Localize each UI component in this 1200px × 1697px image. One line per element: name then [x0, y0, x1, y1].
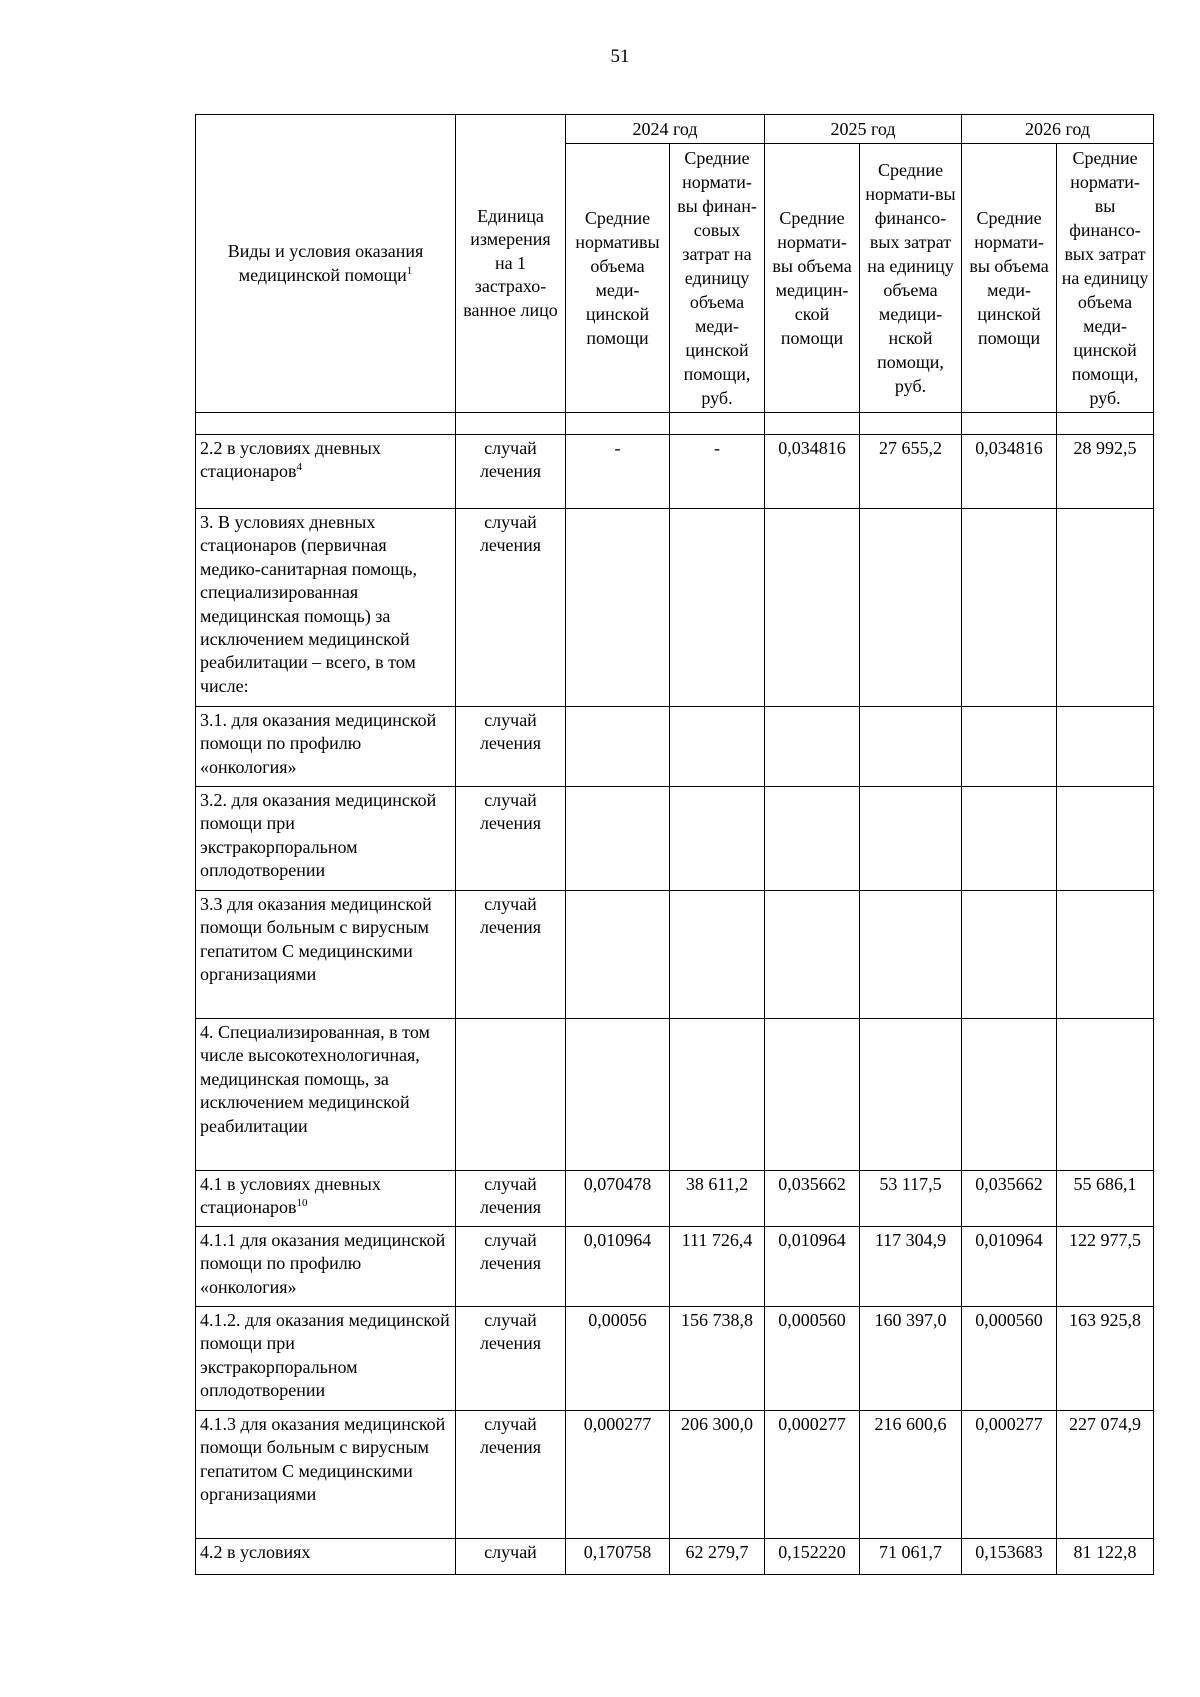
- volume-value-2026: 0,000560: [962, 1307, 1057, 1411]
- volume-value-2024: 0,170758: [566, 1539, 670, 1575]
- header-year-2025: 2025 год: [765, 115, 962, 144]
- table-row: [196, 1539, 1154, 1575]
- volume-value-2025: [765, 413, 860, 435]
- cost-value-2024: 62 279,7: [670, 1539, 765, 1575]
- row-name: 4.1.1 для оказания медицинской помощи по профилю «онкология»: [200, 1230, 446, 1297]
- cost-value-2024: 111 726,4: [670, 1227, 765, 1307]
- volume-value-2024: 0,000277: [566, 1411, 670, 1539]
- row-name: 4.1.2. для оказания медицинской помощи при экстракорпоральном оплодотворении: [200, 1310, 450, 1401]
- volume-value-2026: [962, 787, 1057, 891]
- volume-value-2025: 0,152220: [765, 1539, 860, 1575]
- cost-value-2024: 156 738,8: [670, 1307, 765, 1411]
- header-sub-cost-2024: Средние нормати-вы финан-совых затрат на единицу объема меди-цинской помощи, руб.: [670, 144, 765, 413]
- volume-value-2025: [765, 891, 860, 1019]
- volume-value-2024: 0,010964: [566, 1227, 670, 1307]
- row-unit: случай лечения: [456, 1411, 566, 1539]
- volume-value-2025: [765, 787, 860, 891]
- cost-value-2026: [1057, 891, 1154, 1019]
- table-row: [196, 891, 1154, 1019]
- volume-value-2024: [566, 509, 670, 707]
- header-sub-volume-2024: Средние нормативы объема меди-цинской помощи: [566, 144, 670, 413]
- table-row: [196, 707, 1154, 787]
- volume-value-2025: [765, 1019, 860, 1171]
- volume-value-2024: [566, 891, 670, 1019]
- row-unit: случай лечения: [456, 435, 566, 509]
- norms-table: [195, 114, 1154, 1575]
- cost-value-2024: [670, 509, 765, 707]
- table-row: [196, 413, 1154, 435]
- row-name: 3.1. для оказания медицинской помощи по профилю «онкология»: [200, 710, 437, 777]
- header-kind-footnote: 1: [406, 264, 413, 277]
- cost-value-2025: 117 304,9: [860, 1227, 962, 1307]
- cost-value-2025: [860, 707, 962, 787]
- table-row: [196, 1307, 1154, 1411]
- volume-value-2026: [962, 707, 1057, 787]
- volume-value-2026: [962, 891, 1057, 1019]
- cost-value-2024: -: [670, 435, 765, 509]
- cost-value-2024: [670, 891, 765, 1019]
- row-name: 3.2. для оказания медицинской помощи при экстракорпоральном оплодотворении: [200, 790, 437, 881]
- page-number: 51: [610, 46, 630, 67]
- volume-value-2026: 0,010964: [962, 1227, 1057, 1307]
- table-row: [196, 1411, 1154, 1539]
- volume-value-2025: 0,035662: [765, 1171, 860, 1227]
- volume-value-2026: [962, 413, 1057, 435]
- table-row: [196, 509, 1154, 707]
- row-name-cell: [196, 1171, 456, 1227]
- row-unit: случай лечения: [456, 891, 566, 1019]
- header-year-2026: 2026 год: [962, 115, 1154, 144]
- cost-value-2025: 71 061,7: [860, 1539, 962, 1575]
- cost-value-2026: 28 992,5: [1057, 435, 1154, 509]
- row-name-cell: [196, 435, 456, 509]
- volume-value-2026: [962, 509, 1057, 707]
- volume-value-2024: 0,00056: [566, 1307, 670, 1411]
- row-name-cell: [196, 891, 456, 1019]
- header-row-years: [196, 115, 1154, 144]
- cost-value-2026: [1057, 509, 1154, 707]
- row-name: 4. Специализированная, в том числе высокотехнологичная, медицинская помощь, за исключением медицинской реабилитации: [200, 1022, 430, 1136]
- volume-value-2025: 0,000560: [765, 1307, 860, 1411]
- cost-value-2025: [860, 1019, 962, 1171]
- volume-value-2025: [765, 509, 860, 707]
- volume-value-2026: 0,035662: [962, 1171, 1057, 1227]
- volume-value-2025: 0,000277: [765, 1411, 860, 1539]
- volume-value-2024: 0,070478: [566, 1171, 670, 1227]
- row-unit: случай лечения: [456, 509, 566, 707]
- cost-value-2026: [1057, 413, 1154, 435]
- cost-value-2024: 38 611,2: [670, 1171, 765, 1227]
- cost-value-2026: [1057, 1019, 1154, 1171]
- volume-value-2026: 0,153683: [962, 1539, 1057, 1575]
- cost-value-2024: 206 300,0: [670, 1411, 765, 1539]
- table-row: [196, 1019, 1154, 1171]
- row-footnote: 4: [296, 461, 302, 474]
- cost-value-2025: [860, 413, 962, 435]
- row-name-cell: [196, 1307, 456, 1411]
- cost-value-2026: 163 925,8: [1057, 1307, 1154, 1411]
- volume-value-2025: [765, 707, 860, 787]
- header-sub-cost-2026: Средние нормати-вы финансо-вых затрат на единицу объема меди-цинской помощи, руб.: [1057, 144, 1154, 413]
- volume-value-2025: 0,034816: [765, 435, 860, 509]
- row-unit: случай лечения: [456, 1171, 566, 1227]
- row-unit: [456, 413, 566, 435]
- cost-value-2026: [1057, 787, 1154, 891]
- row-unit: случай лечения: [456, 1307, 566, 1411]
- cost-value-2026: [1057, 707, 1154, 787]
- cost-value-2025: 53 117,5: [860, 1171, 962, 1227]
- cost-value-2025: 27 655,2: [860, 435, 962, 509]
- row-name-cell: [196, 1411, 456, 1539]
- cost-value-2026: 81 122,8: [1057, 1539, 1154, 1575]
- row-unit: случай лечения: [456, 707, 566, 787]
- row-name-cell: [196, 1227, 456, 1307]
- row-name-cell: [196, 707, 456, 787]
- cost-value-2024: [670, 1019, 765, 1171]
- cost-value-2024: [670, 413, 765, 435]
- header-year-2024: 2024 год: [566, 115, 765, 144]
- row-name-cell: [196, 509, 456, 707]
- header-kind-text: Виды и условия оказания медицинской помощи: [227, 241, 424, 285]
- volume-value-2026: 0,000277: [962, 1411, 1057, 1539]
- table-row: [196, 787, 1154, 891]
- volume-value-2024: [566, 1019, 670, 1171]
- table-body: [196, 413, 1154, 1575]
- row-name: 4.1 в условиях дневных стационаров: [200, 1174, 381, 1218]
- row-name-cell: [196, 787, 456, 891]
- row-unit: случай лечения: [456, 1227, 566, 1307]
- row-name: 3.3 для оказания медицинской помощи больным с вирусным гепатитом С медицинскими организациями: [200, 894, 432, 985]
- row-name: 2.2 в условиях дневных стационаров: [200, 438, 381, 482]
- row-unit: случай: [456, 1539, 566, 1575]
- cost-value-2025: [860, 787, 962, 891]
- header-unit: Единица измерения на 1 застрахо-ванное лицо: [456, 115, 566, 413]
- row-footnote: 10: [296, 1197, 308, 1210]
- table-row: [196, 1227, 1154, 1307]
- volume-value-2025: 0,010964: [765, 1227, 860, 1307]
- row-unit: [456, 1019, 566, 1171]
- cost-value-2025: 216 600,6: [860, 1411, 962, 1539]
- volume-value-2024: [566, 413, 670, 435]
- row-name-cell: [196, 1539, 456, 1575]
- header-sub-volume-2025: Средние нормати-вы объема медицин-ской помощи: [765, 144, 860, 413]
- row-unit: случай лечения: [456, 787, 566, 891]
- row-name: 4.2 в условиях: [200, 1542, 311, 1562]
- table-row: [196, 435, 1154, 509]
- row-name-cell: [196, 413, 456, 435]
- cost-value-2026: 227 074,9: [1057, 1411, 1154, 1539]
- row-name-cell: [196, 1019, 456, 1171]
- table-row: [196, 1171, 1154, 1227]
- cost-value-2025: 160 397,0: [860, 1307, 962, 1411]
- volume-value-2024: [566, 707, 670, 787]
- volume-value-2026: 0,034816: [962, 435, 1057, 509]
- cost-value-2024: [670, 707, 765, 787]
- header-sub-volume-2026: Средние нормати-вы объема меди-цинской помощи: [962, 144, 1057, 413]
- row-name: 3. В условиях дневных стационаров (первичная медико-санитарная помощь, специализированная медицинская помощь) за исключением медицинской реабилитации – всего, в том числе:: [200, 512, 417, 696]
- cost-value-2024: [670, 787, 765, 891]
- volume-value-2024: [566, 787, 670, 891]
- cost-value-2026: 55 686,1: [1057, 1171, 1154, 1227]
- row-name: 4.1.3 для оказания медицинской помощи больным с вирусным гепатитом С медицинскими организациями: [200, 1414, 446, 1505]
- header-sub-cost-2025: Средние нормати-вы финансо-вых затрат на единицу объема медици-нской помощи, руб.: [860, 144, 962, 413]
- cost-value-2025: [860, 509, 962, 707]
- cost-value-2026: 122 977,5: [1057, 1227, 1154, 1307]
- volume-value-2024: -: [566, 435, 670, 509]
- volume-value-2026: [962, 1019, 1057, 1171]
- header-kind: [196, 115, 456, 413]
- cost-value-2025: [860, 891, 962, 1019]
